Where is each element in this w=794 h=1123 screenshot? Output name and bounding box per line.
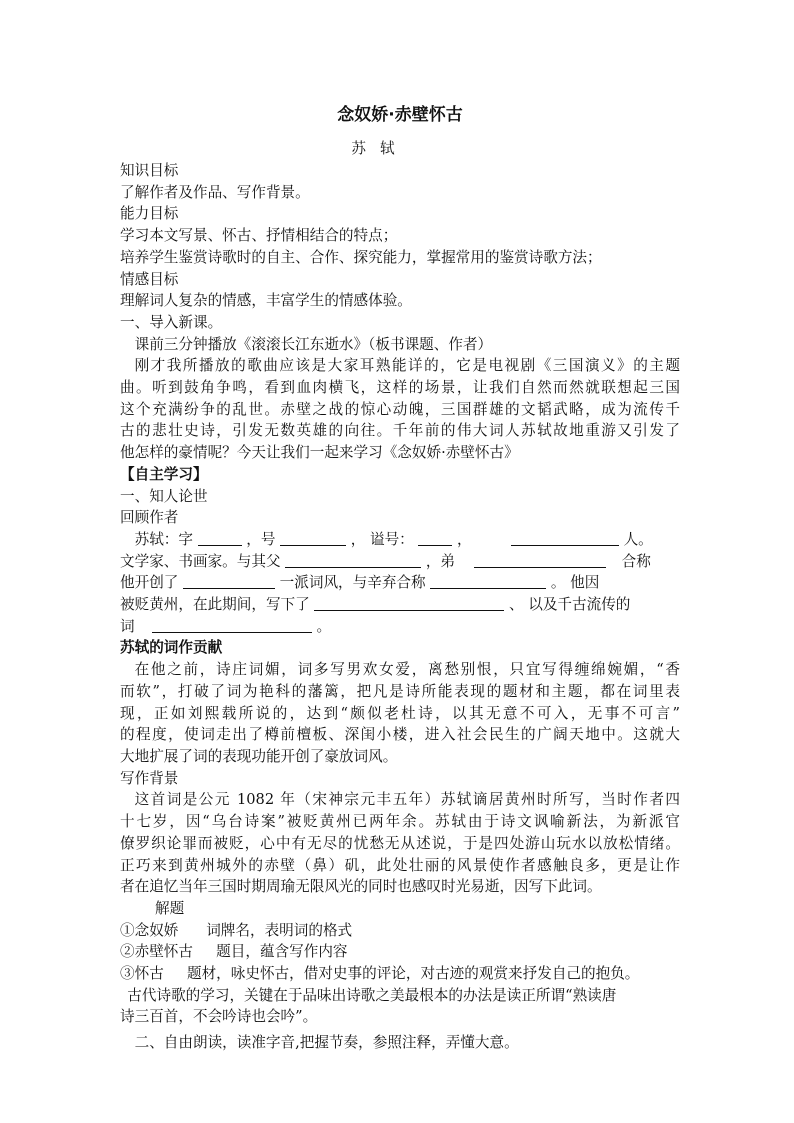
explain-item-3: ③怀古 题材，咏史怀古，借对史事的评论，对古迹的观赏来抒发自己的抱负。 (120, 965, 640, 983)
fill-text: 一派词风，与辛弃合称 (279, 574, 426, 592)
section-read-aloud: 二、自由朗读，读准字音,把握节奏，参照注释，弄懂大意。 (134, 1034, 519, 1052)
fill-text: ， 谥号： (350, 530, 414, 548)
contribution-heading: 苏轼的词作贡献 (120, 639, 223, 657)
contribution-line: 而软”，打破了词为艳科的藩篱，把凡是诗所能表现的题材和主题，都在词里表 (120, 682, 680, 700)
fill-line-4 (120, 594, 680, 616)
fill-blank-era[interactable] (511, 531, 619, 546)
contribution-line: 在他之前，诗庄词媚，词多写男欢女爱，离愁别恨，只宜写得缠绵婉媚，“香 (134, 661, 680, 679)
fill-line-5 (120, 616, 680, 638)
intro-paragraph-line: 曲。听到鼓角争鸣，看到血肉横飞，这样的场景，让我们自然而然就联想起三国 (120, 379, 680, 397)
fill-text: 词 (120, 617, 135, 635)
background-line: 这首词是公元 1082 年（宋神宗元丰五年）苏轼谪居黄州时所写，当时作者四 (134, 791, 680, 809)
study-tip-line: 古代诗歌的学习，关键在于品味出诗歌之美最根本的办法是读正所谓“熟读唐 (127, 986, 617, 1004)
fill-blank-paired-name[interactable] (430, 574, 546, 589)
intro-paragraph-line: 古的悲壮史诗，引发无数英雄的向往。千年前的伟大词人苏轼故地重游又引发了 (120, 422, 680, 440)
background-line: 十七岁，因“乌台诗案”被贬黄州已两年余。苏轼由于诗文讽喻新法，为新派官 (120, 813, 680, 831)
heading-emotion-goal: 情感目标 (120, 270, 179, 288)
self-study-heading: 【自主学习】 (120, 465, 208, 483)
fill-line-3 (120, 572, 680, 594)
section-know-author: 一、知人论世 (120, 487, 208, 505)
fill-blank-posthumous-name[interactable] (418, 531, 452, 546)
fill-text: 文学家、书画家。与其父 (120, 552, 281, 570)
fill-text: 。 他因 (550, 574, 600, 592)
fill-text: ，号 (246, 530, 276, 548)
background-line: 者在追忆当年三国时期周瑜无限风光的同时也感叹时光易逝，因写下此词。 (120, 878, 602, 896)
fill-blank-brother[interactable] (474, 553, 606, 568)
section-intro-heading: 一、导入新课。 (120, 313, 223, 331)
contribution-line: 现，正如刘熙载所说的，达到“颇似老杜诗，以其无意不可入，无事不可言” (120, 704, 680, 722)
background-line: 正巧来到黄州城外的赤壁（鼻）矶，此处壮丽的风景使作者感触良多，更是让作 (120, 856, 680, 874)
intro-paragraph-line: 刚才我所播放的歌曲应该是大家耳熟能详的，它是电视剧《三国演义》的主题 (134, 357, 680, 375)
fill-blank-famous-ci[interactable] (152, 618, 312, 633)
contribution-line: 大地扩展了词的表现功能开创了豪放词风。 (120, 747, 398, 765)
ability-goal-text-2: 培养学生鉴赏诗歌时的自主、合作、探究能力，掌握常用的鉴赏诗歌方法； (120, 248, 602, 266)
fill-text: 苏轼：字 (134, 530, 193, 548)
intro-paragraph-line: 他怎样的豪情呢？今天让我们一起来学习《念奴娇·赤壁怀古》 (120, 444, 519, 462)
intro-paragraph-line: 这个充满纷争的乱世。赤壁之战的惊心动魄，三国群雄的文韬武略，成为流传千 (120, 400, 680, 418)
fill-text: 合称 (621, 552, 651, 570)
fill-text: ， (457, 530, 472, 548)
document-body (120, 160, 680, 1054)
fill-blank-art-name[interactable] (280, 531, 346, 546)
knowledge-goal-text: 了解作者及作品、写作背景。 (120, 183, 310, 201)
fill-blank-courtesy-name[interactable] (198, 531, 242, 546)
intro-line-1: 课前三分钟播放《滚滚长江东逝水》（板书课题、作者） (134, 335, 493, 353)
fill-text: 人。 (623, 530, 653, 548)
fill-text: 被贬黄州，在此期间，写下了 (120, 596, 310, 614)
emotion-goal-text: 理解词人复杂的情感，丰富学生的情感体验。 (120, 292, 412, 310)
fill-text: 他开创了 (120, 574, 179, 592)
title-explain-heading: 解题 (155, 899, 185, 917)
background-line: 僚罗织论罪而被贬，心中有无尽的忧愁无从述说，于是四处游山玩水以放松情绪。 (120, 834, 680, 852)
fill-blank-father[interactable] (285, 553, 421, 568)
heading-knowledge-goal: 知识目标 (120, 162, 179, 179)
contribution-line: 的程度，使词走出了樽前檀板、深闺小楼，进入社会民生的广阔天地中。这就大 (120, 726, 680, 744)
background-heading: 写作背景 (120, 769, 179, 787)
study-tip-line: 诗三百首，不会吟诗也会吟”。 (120, 1008, 318, 1026)
fill-blank-style[interactable] (183, 574, 275, 589)
explain-item-2: ②赤壁怀古 题目，蕴含写作内容 (120, 943, 348, 961)
fill-text: 、 以及千古流传的 (509, 596, 631, 614)
fill-blank-works[interactable] (314, 596, 504, 611)
heading-ability-goal: 能力目标 (120, 205, 179, 223)
page-title: 念奴娇·赤壁怀古 (337, 105, 463, 125)
fill-line-1 (120, 529, 680, 551)
ability-goal-text-1: 学习本文写景、怀古、抒情相结合的特点； (120, 227, 398, 245)
fill-line-2 (120, 551, 680, 573)
fill-text: 。 (316, 617, 332, 635)
fill-text: ，弟 (425, 552, 456, 570)
review-author-heading: 回顾作者 (120, 509, 179, 527)
explain-item-1: ①念奴娇 词牌名，表明词的格式 (120, 921, 353, 939)
author-name: 苏轼 (351, 140, 409, 157)
